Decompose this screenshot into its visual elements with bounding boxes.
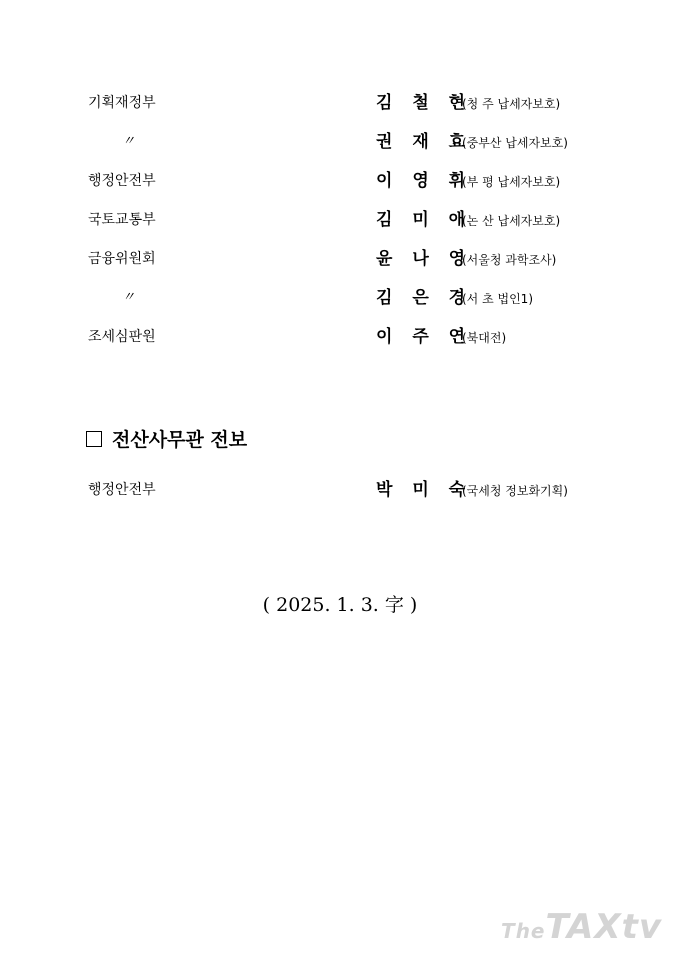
- assignment-row: [0, 169, 680, 193]
- ministry-label: 기획재정부: [88, 95, 156, 111]
- assignment-row: [0, 247, 680, 271]
- ministry-label: 행정안전부: [88, 173, 156, 189]
- person-name: 권 재 효: [376, 132, 473, 152]
- assignment-row: [0, 478, 680, 502]
- ministry-label: 행정안전부: [88, 482, 156, 498]
- person-name: 김 은 경: [376, 288, 473, 308]
- ditto-mark: 〃: [122, 134, 136, 149]
- watermark-prefix: The: [501, 919, 546, 943]
- assignment-row: [0, 208, 680, 232]
- ministry-label: 조세심판원: [88, 329, 156, 345]
- ministry-label: 국토교통부: [88, 212, 156, 228]
- person-name: 김 미 애: [376, 210, 473, 230]
- effective-date: ( 2025. 1. 3. 字 ): [262, 594, 418, 616]
- previous-post: (국세청 정보화기획): [462, 484, 568, 498]
- watermark-logo: [501, 907, 662, 947]
- person-name: 박 미 숙: [376, 480, 473, 500]
- previous-post: (서울청 과학조사): [462, 253, 557, 267]
- checkbox-icon: [86, 431, 102, 447]
- section-heading: [86, 426, 247, 454]
- previous-post: (청 주 납세자보호): [462, 97, 561, 111]
- previous-post: (부 평 납세자보호): [462, 175, 561, 189]
- ministry-label: 금융위원회: [88, 251, 156, 267]
- previous-post: (북대전): [462, 331, 507, 345]
- person-name: 윤 나 영: [376, 249, 473, 269]
- ditto-mark: 〃: [122, 290, 136, 305]
- assignment-row: [0, 286, 680, 310]
- watermark-brand: TAXtv: [545, 907, 662, 947]
- assignment-row: [0, 91, 680, 115]
- section-title-text: 전산사무관 전보: [112, 429, 248, 451]
- assignment-row: [0, 325, 680, 349]
- person-name: 이 주 연: [376, 327, 473, 347]
- person-name: 이 영 휘: [376, 171, 473, 191]
- assignment-row: [0, 130, 680, 154]
- person-name: 김 철 현: [376, 93, 473, 113]
- previous-post: (서 초 법인1): [462, 292, 533, 306]
- previous-post: (중부산 납세자보호): [462, 136, 568, 150]
- previous-post: (논 산 납세자보호): [462, 214, 561, 228]
